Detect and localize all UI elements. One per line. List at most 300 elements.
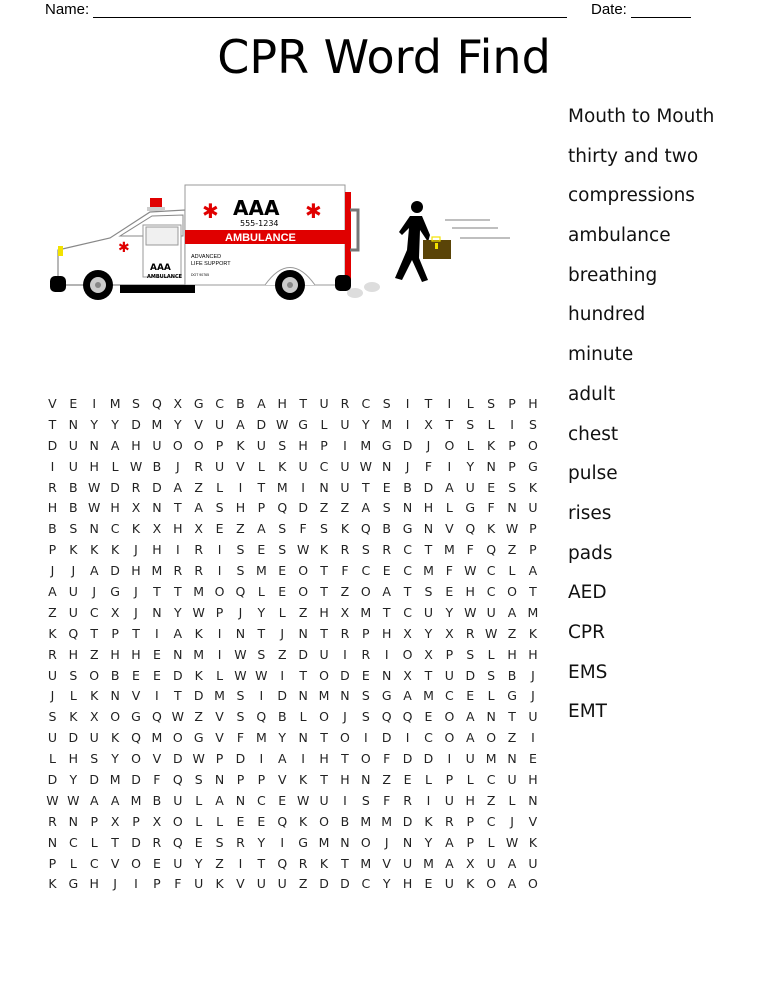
grid-letter[interactable]: P <box>48 855 57 871</box>
grid-letter[interactable]: T <box>508 709 516 725</box>
grid-letter[interactable]: H <box>528 646 538 662</box>
grid-letter[interactable]: A <box>507 855 517 871</box>
grid-letter[interactable]: U <box>340 479 350 495</box>
grid-letter[interactable]: I <box>343 792 347 808</box>
grid-letter[interactable]: T <box>320 584 328 600</box>
grid-letter[interactable]: I <box>447 751 452 767</box>
grid-letter[interactable]: H <box>152 542 162 558</box>
grid-letter[interactable]: T <box>424 396 433 411</box>
grid-letter[interactable]: S <box>236 563 245 579</box>
grid-letter[interactable]: R <box>340 625 350 641</box>
grid-letter[interactable]: A <box>48 584 57 600</box>
grid-letter[interactable]: I <box>301 751 305 767</box>
grid-letter[interactable]: P <box>362 625 370 641</box>
grid-letter[interactable]: C <box>256 792 266 808</box>
grid-letter[interactable]: E <box>132 667 140 683</box>
grid-letter[interactable]: U <box>68 437 78 453</box>
grid-letter[interactable]: L <box>424 772 432 788</box>
grid-letter[interactable]: I <box>531 730 535 746</box>
grid-letter[interactable]: L <box>445 500 453 516</box>
grid-letter[interactable]: Z <box>340 500 350 516</box>
grid-letter[interactable]: J <box>531 667 535 683</box>
grid-letter[interactable]: Z <box>486 792 496 808</box>
grid-letter[interactable]: Z <box>89 646 99 662</box>
grid-letter[interactable]: S <box>424 584 433 600</box>
grid-letter[interactable]: A <box>445 479 454 495</box>
grid-letter[interactable]: L <box>48 751 56 767</box>
grid-letter[interactable]: K <box>278 458 287 474</box>
grid-letter[interactable]: B <box>340 813 350 829</box>
grid-letter[interactable]: T <box>173 500 182 516</box>
grid-letter[interactable]: E <box>278 792 287 808</box>
grid-letter[interactable]: I <box>217 563 222 579</box>
grid-letter[interactable]: K <box>299 813 308 829</box>
grid-letter[interactable]: Z <box>507 730 517 746</box>
grid-letter[interactable]: C <box>445 688 454 704</box>
grid-letter[interactable]: P <box>257 772 266 788</box>
grid-letter[interactable]: Q <box>486 542 497 558</box>
grid-letter[interactable]: M <box>109 772 121 788</box>
grid-letter[interactable]: P <box>153 876 161 892</box>
grid-letter[interactable]: I <box>280 667 285 683</box>
grid-letter[interactable]: Y <box>466 458 475 474</box>
grid-letter[interactable]: H <box>131 437 141 453</box>
grid-letter[interactable]: O <box>319 709 329 725</box>
grid-letter[interactable]: U <box>528 500 538 516</box>
grid-letter[interactable]: E <box>424 876 433 892</box>
grid-letter[interactable]: U <box>214 458 225 474</box>
grid-letter[interactable]: N <box>382 458 392 474</box>
grid-letter[interactable]: D <box>47 772 58 788</box>
grid-letter[interactable]: N <box>340 834 350 850</box>
grid-letter[interactable]: N <box>235 792 246 808</box>
grid-letter[interactable]: N <box>235 625 246 641</box>
grid-letter[interactable]: J <box>175 458 180 474</box>
grid-letter[interactable]: C <box>361 396 371 411</box>
grid-letter[interactable]: D <box>193 688 204 704</box>
grid-letter[interactable]: O <box>319 667 329 683</box>
grid-letter[interactable]: D <box>110 563 120 579</box>
grid-letter[interactable]: Z <box>48 604 57 620</box>
grid-letter[interactable]: D <box>423 479 434 495</box>
grid-letter[interactable]: Y <box>278 730 287 746</box>
grid-letter[interactable]: O <box>360 751 371 767</box>
grid-letter[interactable]: H <box>173 521 183 537</box>
grid-letter[interactable]: K <box>69 542 78 558</box>
grid-letter[interactable]: Y <box>111 751 119 767</box>
grid-letter[interactable]: W <box>129 458 143 474</box>
grid-letter[interactable]: E <box>466 688 475 704</box>
grid-letter[interactable]: N <box>340 688 350 704</box>
grid-letter[interactable]: I <box>343 646 347 662</box>
grid-letter[interactable]: N <box>68 813 79 829</box>
grid-letter[interactable]: K <box>111 730 120 746</box>
grid-letter[interactable]: E <box>361 667 370 683</box>
grid-letter[interactable]: F <box>236 730 245 746</box>
grid-letter[interactable]: M <box>151 563 163 579</box>
grid-letter[interactable]: Q <box>235 584 246 600</box>
grid-letter[interactable]: Y <box>424 625 433 641</box>
name-blank-line[interactable] <box>93 3 567 18</box>
grid-letter[interactable]: Q <box>381 709 392 725</box>
date-blank-line[interactable] <box>631 3 691 18</box>
grid-letter[interactable]: A <box>403 688 412 704</box>
grid-letter[interactable]: S <box>236 542 245 558</box>
grid-letter[interactable]: S <box>132 396 140 411</box>
grid-letter[interactable]: H <box>47 500 58 516</box>
grid-letter[interactable]: S <box>487 396 496 411</box>
grid-letter[interactable]: B <box>236 396 245 411</box>
grid-letter[interactable]: O <box>298 563 309 579</box>
grid-letter[interactable]: T <box>529 584 537 600</box>
grid-letter[interactable]: H <box>277 396 287 411</box>
grid-letter[interactable]: X <box>424 646 433 662</box>
grid-letter[interactable]: S <box>361 542 370 558</box>
grid-letter[interactable]: U <box>298 458 308 474</box>
grid-letter[interactable]: Z <box>194 479 203 495</box>
grid-letter[interactable]: S <box>361 709 370 725</box>
grid-letter[interactable]: Y <box>361 416 370 432</box>
grid-letter[interactable]: C <box>89 855 99 871</box>
grid-letter[interactable]: Z <box>340 584 350 600</box>
grid-letter[interactable]: K <box>319 542 329 558</box>
grid-letter[interactable]: I <box>155 625 159 641</box>
grid-letter[interactable]: N <box>361 772 371 788</box>
grid-letter[interactable]: A <box>507 604 517 620</box>
grid-letter[interactable]: X <box>110 813 120 829</box>
grid-letter[interactable]: P <box>215 437 224 453</box>
grid-letter[interactable]: E <box>215 521 224 537</box>
grid-letter[interactable]: I <box>447 458 452 474</box>
grid-letter[interactable]: D <box>423 751 434 767</box>
grid-letter[interactable]: O <box>339 730 350 746</box>
grid-letter[interactable]: B <box>69 479 78 495</box>
grid-letter[interactable]: E <box>487 479 496 495</box>
grid-letter[interactable]: X <box>424 416 433 432</box>
grid-letter[interactable]: O <box>193 437 204 453</box>
grid-letter[interactable]: C <box>403 563 412 579</box>
grid-letter[interactable]: F <box>341 563 349 579</box>
grid-letter[interactable]: R <box>236 834 245 850</box>
grid-letter[interactable]: K <box>528 625 538 641</box>
grid-letter[interactable]: E <box>278 563 287 579</box>
grid-letter[interactable]: H <box>340 772 350 788</box>
grid-letter[interactable]: W <box>192 604 205 620</box>
grid-letter[interactable]: S <box>466 646 475 662</box>
grid-letter[interactable]: H <box>110 500 120 516</box>
grid-letter[interactable]: A <box>194 500 203 516</box>
grid-letter[interactable]: A <box>465 709 475 725</box>
grid-letter[interactable]: R <box>173 563 183 579</box>
grid-letter[interactable]: X <box>110 604 120 620</box>
grid-letter[interactable]: O <box>402 646 413 662</box>
grid-letter[interactable]: W <box>88 500 101 516</box>
grid-letter[interactable]: M <box>255 730 267 746</box>
word-search-grid[interactable] <box>42 396 543 897</box>
grid-letter[interactable]: M <box>151 730 163 746</box>
grid-letter[interactable]: L <box>257 584 265 600</box>
grid-letter[interactable]: F <box>445 563 453 579</box>
grid-letter[interactable]: D <box>381 730 392 746</box>
grid-letter[interactable]: W <box>192 751 205 767</box>
grid-letter[interactable]: G <box>68 876 79 892</box>
grid-letter[interactable]: A <box>465 730 475 746</box>
grid-letter[interactable]: H <box>68 751 79 767</box>
grid-letter[interactable]: K <box>131 521 141 537</box>
grid-letter[interactable]: I <box>510 416 514 432</box>
grid-letter[interactable]: G <box>507 688 517 704</box>
grid-letter[interactable]: Q <box>172 834 183 850</box>
grid-letter[interactable]: J <box>510 813 514 829</box>
grid-letter[interactable]: M <box>109 396 121 411</box>
grid-letter[interactable]: A <box>257 396 266 411</box>
grid-letter[interactable]: M <box>527 604 539 620</box>
grid-letter[interactable]: Q <box>402 709 413 725</box>
grid-letter[interactable]: T <box>424 667 433 683</box>
grid-letter[interactable]: L <box>216 479 224 495</box>
grid-letter[interactable]: T <box>320 772 328 788</box>
grid-letter[interactable]: F <box>466 542 474 558</box>
grid-letter[interactable]: V <box>110 855 120 871</box>
grid-letter[interactable]: K <box>194 625 203 641</box>
grid-letter[interactable]: D <box>340 667 350 683</box>
grid-letter[interactable]: N <box>152 604 162 620</box>
grid-letter[interactable]: S <box>278 542 287 558</box>
grid-letter[interactable]: E <box>257 542 266 558</box>
grid-letter[interactable]: D <box>340 876 350 892</box>
grid-letter[interactable]: D <box>172 667 183 683</box>
grid-letter[interactable]: M <box>360 813 372 829</box>
grid-letter[interactable]: B <box>110 667 120 683</box>
grid-letter[interactable]: U <box>173 855 183 871</box>
grid-letter[interactable]: S <box>48 709 57 725</box>
grid-letter[interactable]: N <box>298 625 308 641</box>
grid-letter[interactable]: A <box>110 437 120 453</box>
grid-letter[interactable]: U <box>340 458 350 474</box>
grid-letter[interactable]: U <box>68 604 78 620</box>
grid-letter[interactable]: T <box>320 625 328 641</box>
grid-letter[interactable]: U <box>256 437 266 453</box>
grid-letter[interactable]: T <box>257 855 266 871</box>
grid-letter[interactable]: I <box>343 437 347 453</box>
grid-letter[interactable]: N <box>298 730 308 746</box>
grid-letter[interactable]: I <box>175 542 180 558</box>
grid-letter[interactable]: I <box>259 751 264 767</box>
grid-letter[interactable]: W <box>484 625 498 641</box>
grid-letter[interactable]: E <box>424 709 433 725</box>
grid-letter[interactable]: W <box>88 479 101 495</box>
grid-letter[interactable]: K <box>487 521 496 537</box>
grid-letter[interactable]: N <box>89 521 99 537</box>
grid-letter[interactable]: I <box>405 396 410 411</box>
grid-letter[interactable]: P <box>215 751 224 767</box>
grid-letter[interactable]: O <box>486 876 497 892</box>
grid-letter[interactable]: Y <box>173 604 182 620</box>
grid-letter[interactable]: L <box>508 792 516 808</box>
grid-letter[interactable]: C <box>110 521 120 537</box>
grid-letter[interactable]: W <box>359 458 372 474</box>
grid-letter[interactable]: U <box>319 646 329 662</box>
grid-letter[interactable]: M <box>276 479 288 495</box>
grid-letter[interactable]: K <box>48 876 57 892</box>
grid-letter[interactable]: S <box>236 688 245 704</box>
grid-letter[interactable]: S <box>382 500 391 516</box>
grid-letter[interactable]: G <box>298 834 308 850</box>
grid-letter[interactable]: R <box>465 625 475 641</box>
grid-letter[interactable]: I <box>217 646 222 662</box>
grid-letter[interactable]: T <box>257 479 266 495</box>
grid-letter[interactable]: U <box>507 772 517 788</box>
grid-letter[interactable]: Y <box>194 855 203 871</box>
grid-letter[interactable]: R <box>403 792 412 808</box>
grid-letter[interactable]: J <box>384 834 389 850</box>
grid-letter[interactable]: V <box>152 751 162 767</box>
grid-letter[interactable]: L <box>69 855 77 871</box>
grid-letter[interactable]: L <box>466 772 474 788</box>
grid-letter[interactable]: Z <box>507 625 517 641</box>
grid-letter[interactable]: S <box>382 396 391 411</box>
grid-letter[interactable]: M <box>381 813 393 829</box>
grid-letter[interactable]: X <box>131 500 141 516</box>
grid-letter[interactable]: R <box>361 646 371 662</box>
grid-letter[interactable]: N <box>89 437 99 453</box>
grid-letter[interactable]: C <box>486 563 496 579</box>
grid-letter[interactable]: L <box>278 604 286 620</box>
grid-letter[interactable]: R <box>48 479 57 495</box>
grid-letter[interactable]: M <box>360 604 372 620</box>
grid-letter[interactable]: M <box>318 834 330 850</box>
grid-letter[interactable]: G <box>298 416 308 432</box>
grid-letter[interactable]: N <box>486 709 496 725</box>
grid-letter[interactable]: D <box>131 416 141 432</box>
grid-letter[interactable]: B <box>152 458 162 474</box>
grid-letter[interactable]: U <box>444 667 454 683</box>
grid-letter[interactable]: X <box>403 667 412 683</box>
grid-letter[interactable]: L <box>466 437 474 453</box>
grid-letter[interactable]: X <box>152 813 162 829</box>
grid-letter[interactable]: J <box>71 563 76 579</box>
grid-letter[interactable]: Y <box>90 416 99 432</box>
grid-letter[interactable]: I <box>134 876 138 892</box>
grid-letter[interactable]: A <box>445 855 454 871</box>
grid-letter[interactable]: T <box>299 667 307 683</box>
grid-letter[interactable]: U <box>68 458 78 474</box>
grid-letter[interactable]: E <box>382 479 391 495</box>
grid-letter[interactable]: Q <box>256 709 267 725</box>
grid-letter[interactable]: T <box>361 479 370 495</box>
grid-letter[interactable]: M <box>423 688 434 704</box>
grid-letter[interactable]: O <box>131 855 141 871</box>
grid-letter[interactable]: L <box>90 834 98 850</box>
grid-letter[interactable]: D <box>402 813 413 829</box>
grid-letter[interactable]: M <box>360 855 372 871</box>
grid-letter[interactable]: E <box>236 813 245 829</box>
grid-letter[interactable]: K <box>528 834 538 850</box>
grid-letter[interactable]: O <box>319 813 329 829</box>
grid-letter[interactable]: W <box>296 792 310 808</box>
grid-letter[interactable]: S <box>215 834 224 850</box>
grid-letter[interactable]: T <box>153 584 161 600</box>
grid-letter[interactable]: A <box>236 416 245 432</box>
grid-letter[interactable]: E <box>403 772 412 788</box>
grid-letter[interactable]: F <box>424 458 433 474</box>
grid-letter[interactable]: O <box>298 584 309 600</box>
grid-letter[interactable]: H <box>423 500 434 516</box>
grid-letter[interactable]: R <box>445 813 454 829</box>
grid-letter[interactable]: S <box>278 521 287 537</box>
grid-letter[interactable]: G <box>402 521 413 537</box>
grid-letter[interactable]: O <box>507 584 517 600</box>
grid-letter[interactable]: Y <box>173 416 182 432</box>
grid-letter[interactable]: E <box>382 563 391 579</box>
grid-letter[interactable]: H <box>235 500 246 516</box>
grid-letter[interactable]: L <box>111 458 119 474</box>
grid-letter[interactable]: S <box>361 688 370 704</box>
grid-letter[interactable]: P <box>236 772 245 788</box>
grid-letter[interactable]: L <box>195 792 203 808</box>
grid-letter[interactable]: B <box>69 500 78 516</box>
grid-letter[interactable]: K <box>194 667 203 683</box>
grid-letter[interactable]: P <box>320 437 328 453</box>
grid-letter[interactable]: Q <box>277 855 288 871</box>
grid-letter[interactable]: I <box>238 479 243 495</box>
grid-letter[interactable]: R <box>340 542 350 558</box>
grid-letter[interactable]: M <box>381 416 393 432</box>
grid-letter[interactable]: Y <box>445 604 454 620</box>
grid-letter[interactable]: J <box>113 876 117 892</box>
grid-letter[interactable]: C <box>361 563 371 579</box>
grid-letter[interactable]: R <box>152 834 162 850</box>
grid-letter[interactable]: T <box>90 625 99 641</box>
grid-letter[interactable]: N <box>152 500 162 516</box>
grid-letter[interactable]: I <box>363 730 368 746</box>
grid-letter[interactable]: O <box>444 730 455 746</box>
grid-letter[interactable]: U <box>319 396 329 411</box>
grid-letter[interactable]: W <box>46 792 59 808</box>
grid-letter[interactable]: E <box>278 584 287 600</box>
grid-letter[interactable]: U <box>47 730 58 746</box>
grid-letter[interactable]: U <box>47 667 58 683</box>
grid-letter[interactable]: X <box>340 604 350 620</box>
grid-letter[interactable]: X <box>173 396 183 411</box>
grid-letter[interactable]: F <box>487 500 495 516</box>
grid-letter[interactable]: A <box>173 479 183 495</box>
grid-letter[interactable]: E <box>152 646 161 662</box>
grid-letter[interactable]: Y <box>257 604 266 620</box>
grid-letter[interactable]: Q <box>277 813 288 829</box>
grid-letter[interactable]: O <box>110 709 121 725</box>
grid-letter[interactable]: R <box>48 646 57 662</box>
grid-letter[interactable]: X <box>403 625 412 641</box>
grid-letter[interactable]: D <box>277 688 288 704</box>
grid-letter[interactable]: S <box>69 521 78 537</box>
grid-letter[interactable]: Z <box>194 709 203 725</box>
grid-letter[interactable]: X <box>445 625 454 641</box>
grid-letter[interactable]: T <box>173 688 182 704</box>
grid-letter[interactable]: B <box>382 521 391 537</box>
grid-letter[interactable]: T <box>111 834 119 850</box>
grid-letter[interactable]: Z <box>236 521 245 537</box>
grid-letter[interactable]: H <box>507 646 517 662</box>
grid-letter[interactable]: P <box>48 542 57 558</box>
grid-letter[interactable]: L <box>487 834 495 850</box>
grid-letter[interactable]: D <box>319 876 329 892</box>
grid-letter[interactable]: K <box>48 625 57 641</box>
grid-letter[interactable]: U <box>152 437 162 453</box>
grid-letter[interactable]: S <box>215 500 224 516</box>
grid-letter[interactable]: U <box>486 855 496 871</box>
grid-letter[interactable]: O <box>528 437 538 453</box>
